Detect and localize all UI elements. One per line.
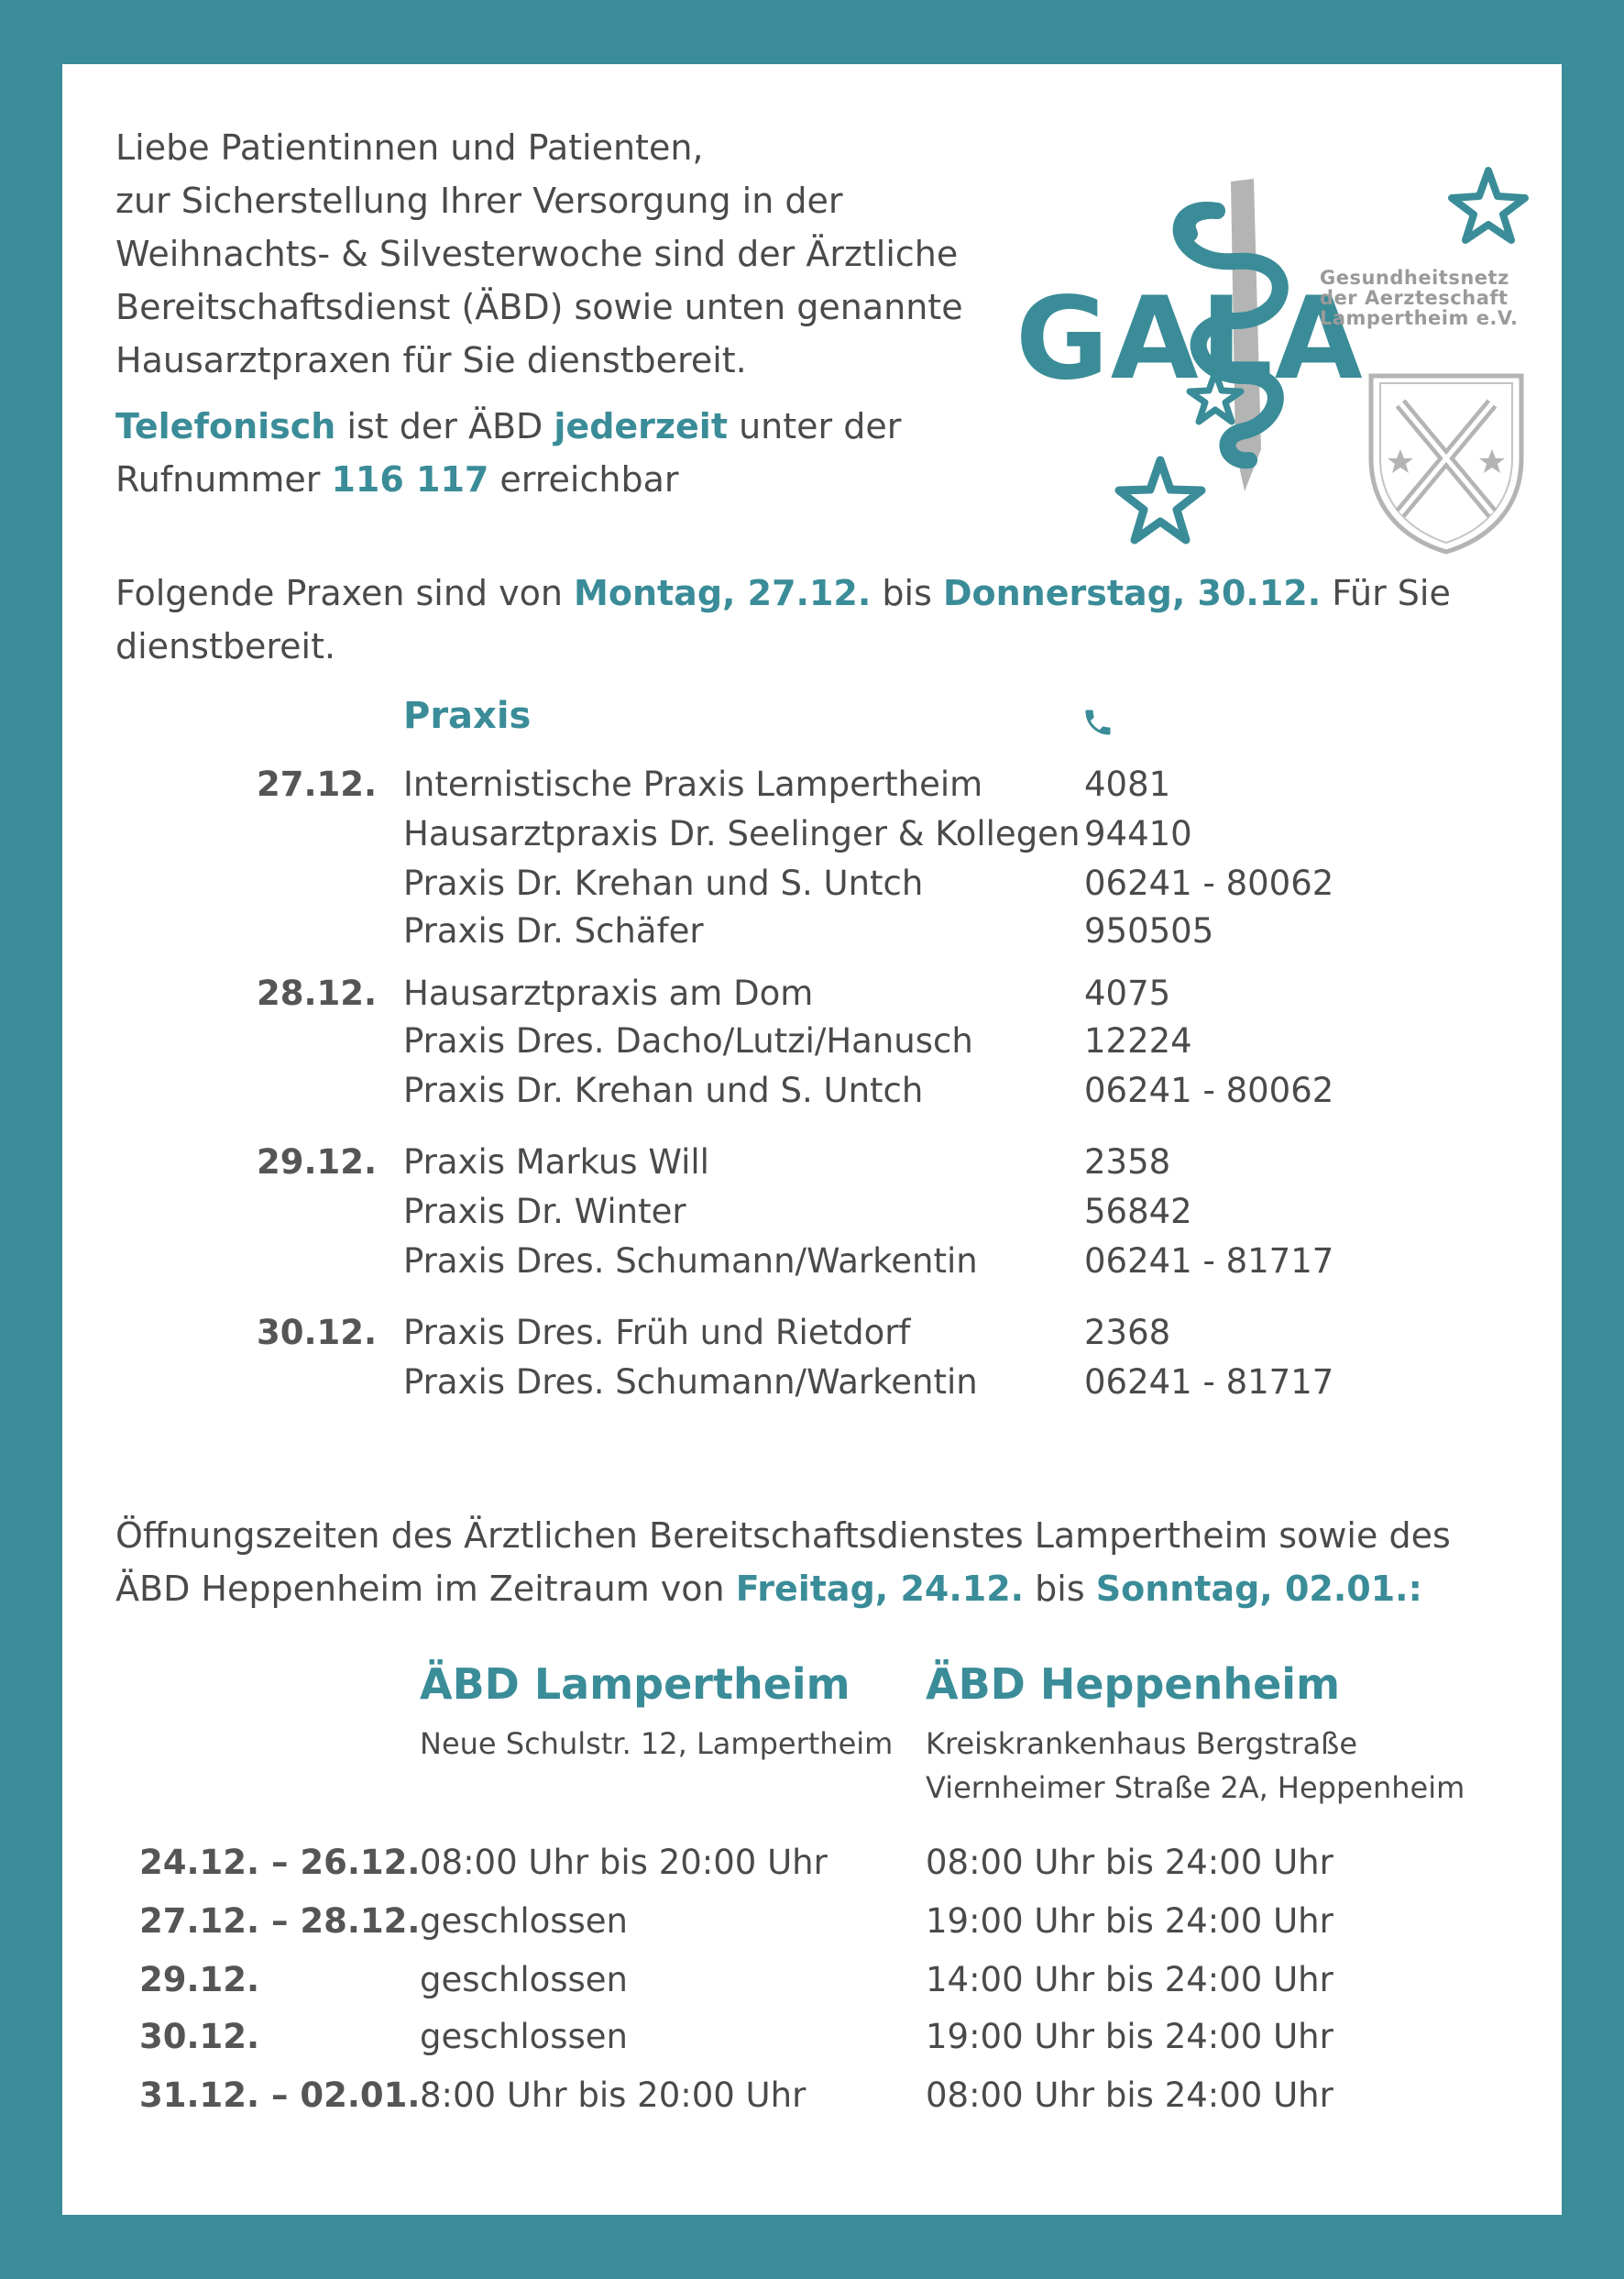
- abd-heppenheim-title: ÄBD Heppenheim: [926, 1659, 1341, 1709]
- practice-phone: 94410: [1084, 814, 1192, 853]
- hotline-text-part: Rufnummer: [115, 459, 332, 500]
- telefonisch-highlight: Telefonisch: [115, 406, 336, 446]
- practice-name: Internistische Praxis Lampertheim: [403, 765, 983, 804]
- praxis-column-header: Praxis: [403, 695, 532, 737]
- praxen-intro-part: bis: [871, 573, 943, 613]
- intro-line: zur Sicherstellung Ihrer Versorgung in der: [115, 181, 843, 221]
- phone-icon: [1081, 704, 1114, 741]
- schedule-heppenheim: 19:00 Uhr bis 24:00 Uhr: [926, 2017, 1333, 2056]
- org-name: [1320, 268, 1518, 328]
- practice-name: Hausarztpraxis Dr. Seelinger & Kollegen: [403, 814, 1081, 853]
- praxen-intro-part: Für Sie: [1321, 573, 1451, 613]
- practice-name: Praxis Dres. Schumann/Warkentin: [403, 1241, 978, 1281]
- practice-phone: 56842: [1084, 1192, 1192, 1231]
- abd-end-highlight: Sonntag, 02.01.:: [1095, 1569, 1422, 1609]
- jederzeit-highlight: jederzeit: [554, 406, 728, 446]
- practice-phone: 950505: [1084, 911, 1214, 951]
- org-name-line: Lampertheim e.V.: [1320, 307, 1519, 329]
- star-icon: [1452, 171, 1525, 240]
- practice-phone: 2358: [1084, 1142, 1171, 1182]
- schedule-lampertheim: geschlossen: [420, 1960, 629, 1999]
- gala-wordmark: GALA: [1015, 273, 1365, 405]
- org-name-line: der Aerzteschaft: [1320, 287, 1509, 309]
- flyer-sheet: [62, 64, 1562, 2215]
- practice-name: Praxis Dres. Dacho/Lutzi/Hanusch: [403, 1021, 973, 1061]
- day-label: 28.12.: [257, 974, 378, 1013]
- intro-line: Hausarztpraxen für Sie dienstbereit.: [115, 340, 747, 380]
- schedule-date: 31.12. – 02.01.: [139, 2075, 421, 2115]
- hotline-text-part: erreichbar: [488, 459, 679, 500]
- schedule-heppenheim: 14:00 Uhr bis 24:00 Uhr: [926, 1960, 1333, 1999]
- coat-of-arms-icon: [1371, 376, 1521, 552]
- abd-heppenheim-address: Kreiskrankenhaus Bergstraße: [926, 1726, 1358, 1761]
- end-date-highlight: Donnerstag, 30.12.: [942, 573, 1322, 613]
- intro-text: [115, 121, 1014, 387]
- abd-lampertheim-address: Neue Schulstr. 12, Lampertheim: [420, 1726, 894, 1761]
- practice-phone: 06241 - 81717: [1084, 1362, 1334, 1402]
- practice-phone: 2368: [1084, 1313, 1171, 1352]
- practice-phone: 4075: [1084, 974, 1171, 1013]
- practice-name: Praxis Dr. Krehan und S. Untch: [403, 864, 924, 903]
- abd-start-highlight: Freitag, 24.12.: [735, 1569, 1025, 1609]
- praxen-intro-part: Folgende Praxen sind von: [115, 573, 575, 613]
- practice-phone: 12224: [1084, 1021, 1192, 1061]
- intro-line: Liebe Patientinnen und Patienten,: [115, 127, 704, 168]
- day-label: 27.12.: [257, 765, 378, 804]
- intro-line: Bereitschaftsdienst (ÄBD) sowie unten genannte: [115, 287, 963, 327]
- start-date-highlight: Montag, 27.12.: [574, 573, 872, 613]
- abd-intro-part: ÄBD Heppenheim im Zeitraum von: [115, 1569, 736, 1609]
- practice-name: Praxis Dr. Schäfer: [403, 911, 704, 951]
- practice-name: Hausarztpraxis am Dom: [403, 974, 814, 1013]
- schedule-lampertheim: geschlossen: [420, 1901, 629, 1941]
- schedule-date: 29.12.: [139, 1960, 260, 1999]
- abd-lampertheim-title: ÄBD Lampertheim: [420, 1659, 850, 1709]
- practice-name: Praxis Dr. Krehan und S. Untch: [403, 1071, 924, 1110]
- schedule-date: 30.12.: [139, 2017, 260, 2056]
- org-name-line: Gesundheitsnetz: [1320, 267, 1509, 289]
- praxen-intro: [115, 567, 1527, 673]
- hotline-text-part: ist der ÄBD: [335, 406, 554, 446]
- day-label: 29.12.: [257, 1142, 378, 1182]
- praxen-intro-line2: dienstbereit.: [115, 626, 336, 666]
- schedule-lampertheim: 8:00 Uhr bis 20:00 Uhr: [420, 2075, 807, 2115]
- practice-name: Praxis Dr. Winter: [403, 1192, 686, 1231]
- day-label: 30.12.: [257, 1313, 378, 1352]
- practice-name: Praxis Dres. Schumann/Warkentin: [403, 1362, 978, 1402]
- abd-intro: [115, 1509, 1545, 1615]
- hotline-text-part: unter der: [727, 406, 902, 446]
- practice-phone: 06241 - 80062: [1084, 1071, 1334, 1110]
- schedule-lampertheim: geschlossen: [420, 2017, 629, 2056]
- gala-logo: [942, 101, 1547, 614]
- practice-phone: 06241 - 80062: [1084, 864, 1334, 903]
- hotline-text: [115, 400, 901, 506]
- schedule-heppenheim: 19:00 Uhr bis 24:00 Uhr: [926, 1901, 1333, 1941]
- schedule-heppenheim: 08:00 Uhr bis 24:00 Uhr: [926, 1843, 1333, 1882]
- star-icon: [1119, 460, 1202, 540]
- abd-heppenheim-address: Viernheimer Straße 2A, Heppenheim: [926, 1770, 1465, 1805]
- abd-intro-line1: Öffnungszeiten des Ärztlichen Bereitschaftsdienstes Lampertheim sowie des: [115, 1515, 1451, 1556]
- practice-name: Praxis Dres. Früh und Rietdorf: [403, 1313, 911, 1352]
- schedule-lampertheim: 08:00 Uhr bis 20:00 Uhr: [420, 1843, 828, 1882]
- intro-line: Weihnachts- & Silvesterwoche sind der Ärztliche: [115, 234, 959, 274]
- schedule-heppenheim: 08:00 Uhr bis 24:00 Uhr: [926, 2075, 1333, 2115]
- abd-intro-part: bis: [1024, 1569, 1096, 1609]
- schedule-date: 24.12. – 26.12.: [139, 1843, 421, 1882]
- schedule-date: 27.12. – 28.12.: [139, 1901, 421, 1941]
- practice-phone: 06241 - 81717: [1084, 1241, 1334, 1281]
- hotline-number: 116 117: [331, 459, 489, 500]
- practice-phone: 4081: [1084, 765, 1171, 804]
- practice-name: Praxis Markus Will: [403, 1142, 709, 1182]
